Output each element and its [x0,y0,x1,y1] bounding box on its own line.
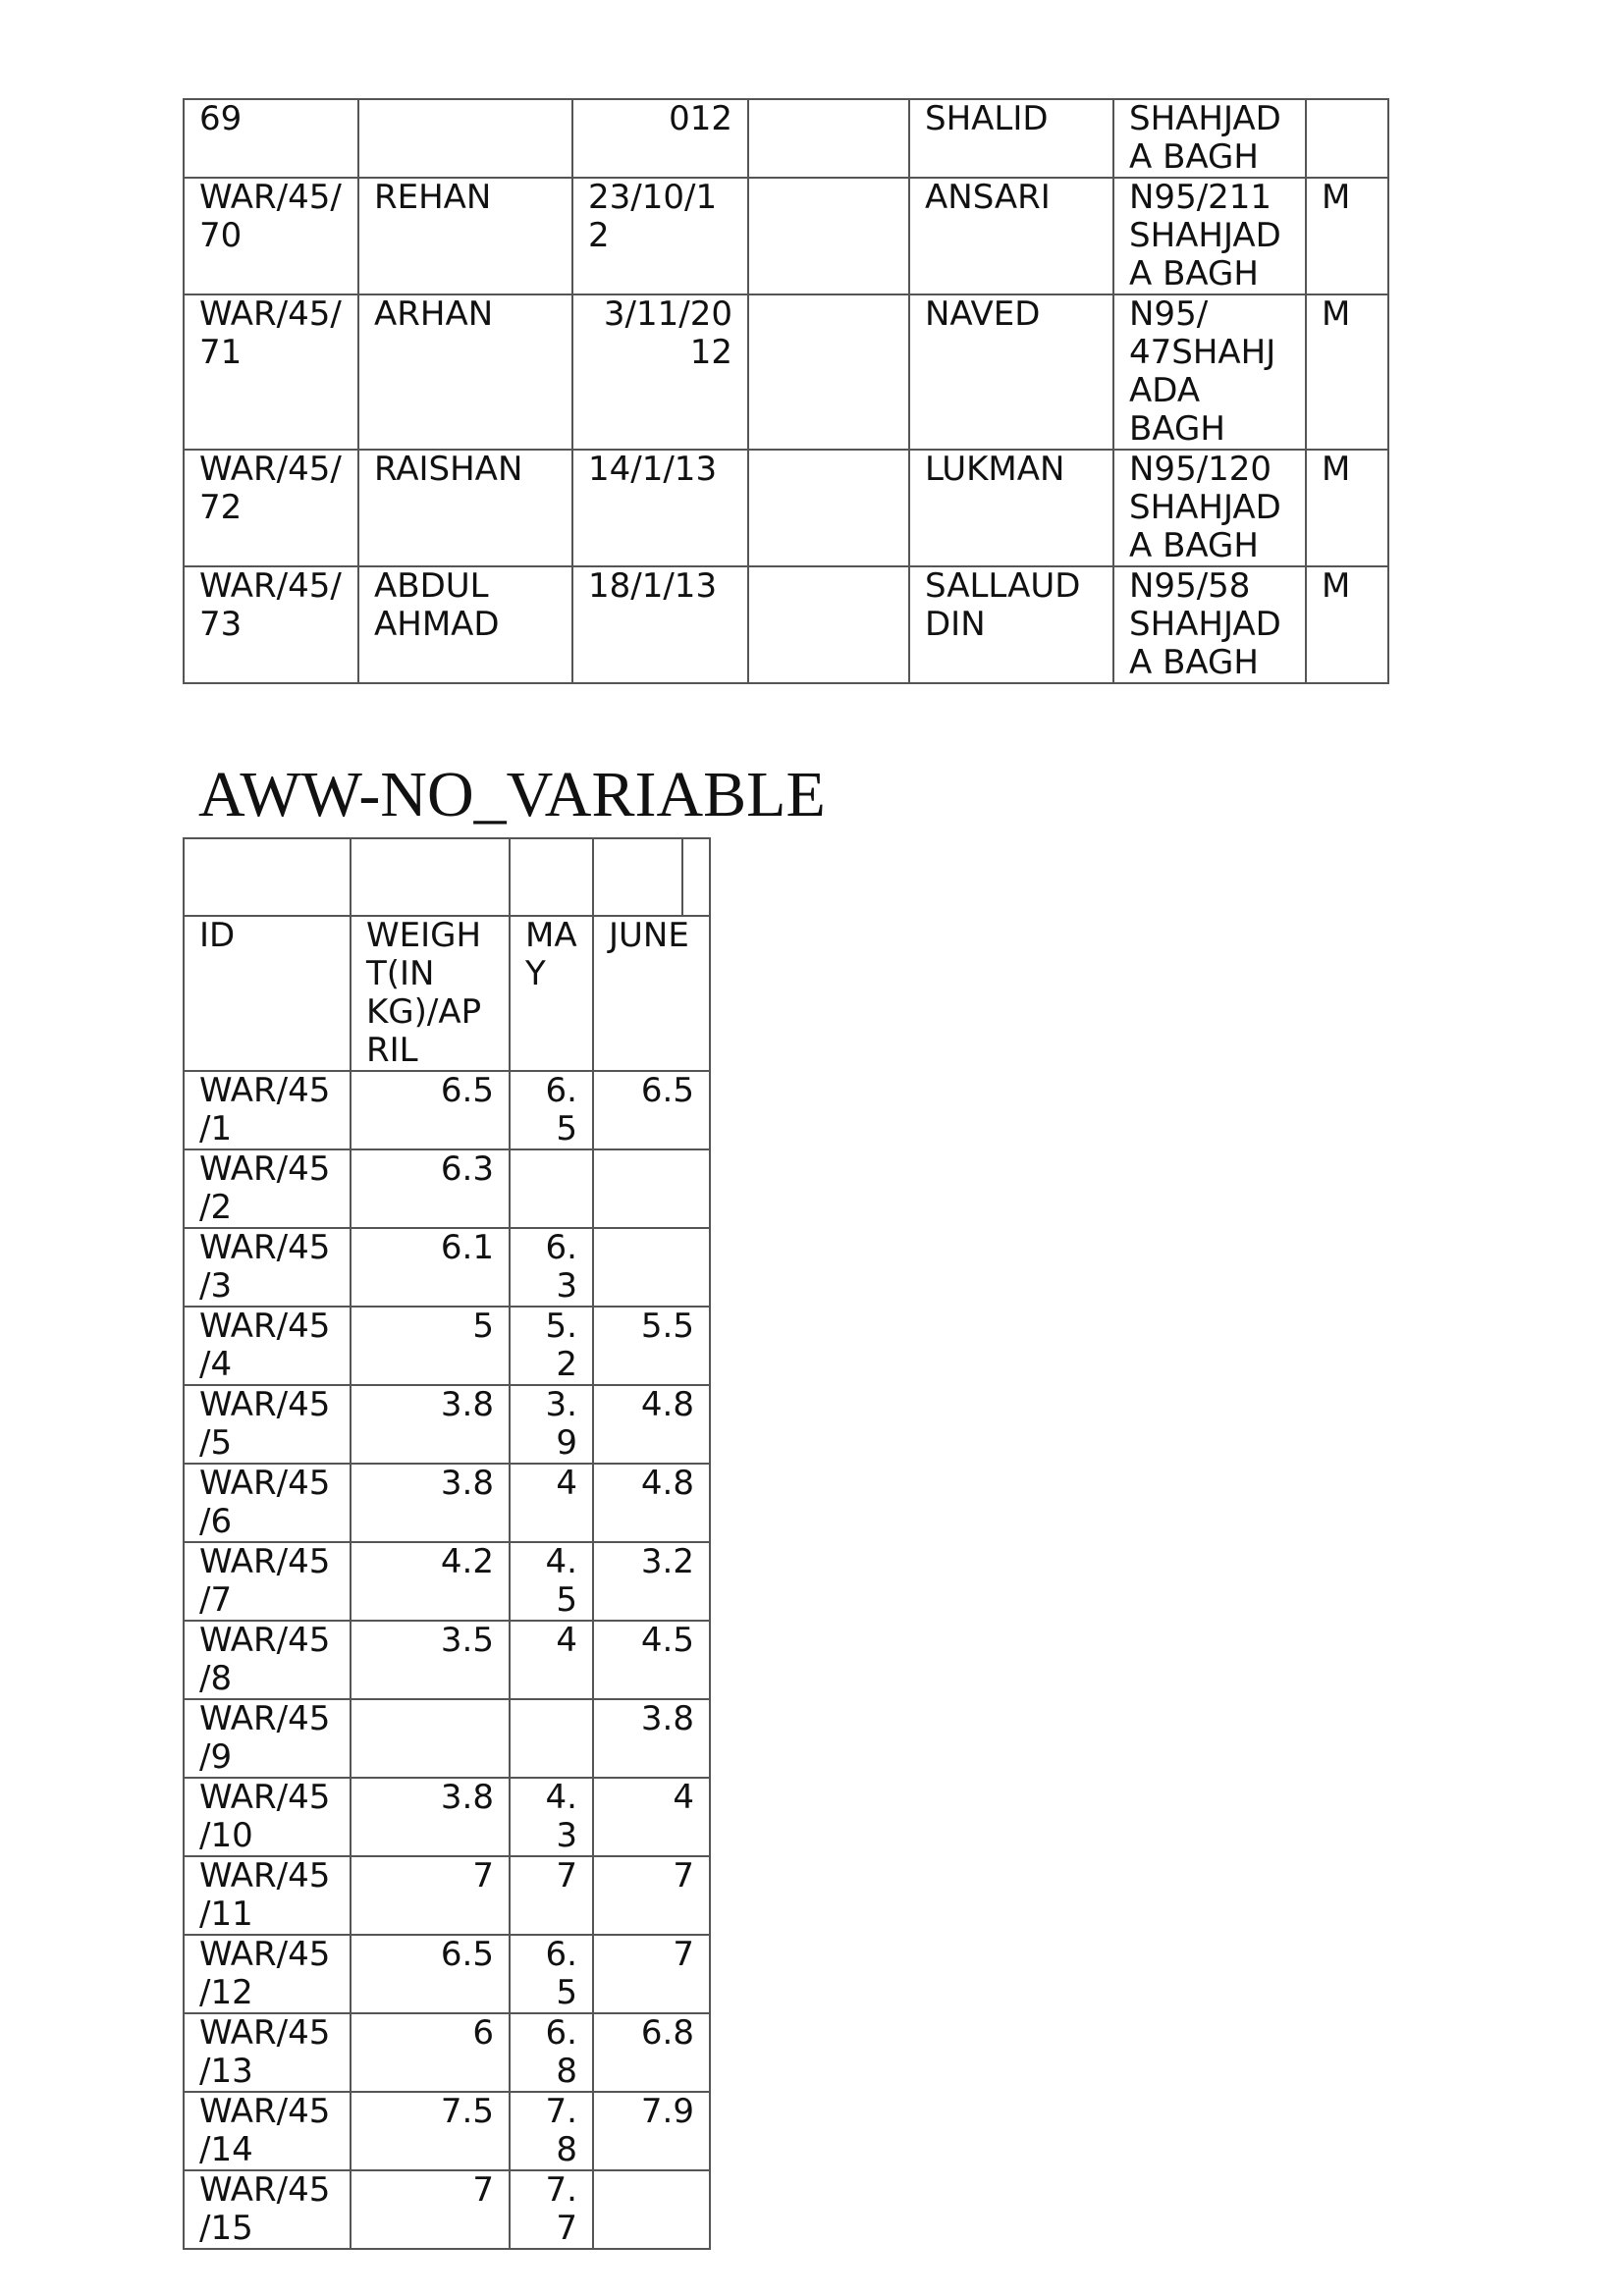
id-cell: WAR/45 /11 [184,1856,351,1935]
may-weight-cell [510,1699,593,1778]
sex-cell: M [1306,450,1388,566]
dob-cell: 18/1/13 [572,566,748,683]
june-weight-cell: 3.2 [593,1542,710,1621]
id-cell: WAR/45 /9 [184,1699,351,1778]
table-row [184,2013,710,2092]
june-weight-cell: 7 [593,1935,710,2013]
id-cell: WAR/45 /5 [184,1385,351,1464]
id-cell: WAR/45 /10 [184,1778,351,1856]
may-weight-cell [510,1149,593,1228]
address-cell: N95/58 SHAHJAD A BAGH [1113,566,1306,683]
id-cell: WAR/45 /2 [184,1149,351,1228]
may-weight-cell: 7.7 [510,2170,593,2249]
june-weight-cell: 4.8 [593,1464,710,1542]
sex-cell [1306,99,1388,178]
dob-cell: 14/1/13 [572,450,748,566]
child-name-cell: ARHAN [358,294,572,450]
april-weight-cell: 6.3 [351,1149,510,1228]
june-weight-cell: 6.8 [593,2013,710,2092]
blank-cell [748,294,909,450]
table-row [184,1856,710,1935]
may-weight-cell: 6.8 [510,2013,593,2092]
may-weight-cell: 6.3 [510,1228,593,1307]
may-column-header: MA Y [510,916,593,1071]
april-column-header: WEIGH T(IN KG)/AP RIL [351,916,510,1071]
blank-cell [748,99,909,178]
child-id-cell: WAR/45/ 71 [184,294,358,450]
empty-header-row [184,838,710,916]
table-row [184,1935,710,2013]
dob-cell: 23/10/1 2 [572,178,748,294]
id-cell: WAR/45 /3 [184,1228,351,1307]
id-cell: WAR/45 /4 [184,1307,351,1385]
dob-cell: 012 [572,99,748,178]
june-weight-cell: 7 [593,1856,710,1935]
empty-cell [351,838,510,916]
child-id-cell: 69 [184,99,358,178]
june-weight-cell: 7.9 [593,2092,710,2170]
header-row [184,916,710,1071]
father-name-cell: SALLAUD DIN [909,566,1113,683]
blank-cell [748,450,909,566]
april-weight-cell: 3.8 [351,1464,510,1542]
may-weight-cell: 4 [510,1621,593,1699]
address-cell: SHAHJAD A BAGH [1113,99,1306,178]
id-cell: WAR/45 /12 [184,1935,351,2013]
june-weight-cell: 4 [593,1778,710,1856]
table-row [184,294,1388,450]
id-cell: WAR/45 /1 [184,1071,351,1149]
weight-table [183,837,711,2250]
dob-cell: 3/11/20 12 [572,294,748,450]
june-weight-cell: 3.8 [593,1699,710,1778]
may-weight-cell: 7 [510,1856,593,1935]
sex-cell: M [1306,178,1388,294]
april-weight-cell: 4.2 [351,1542,510,1621]
may-weight-cell: 4.3 [510,1778,593,1856]
table-row [184,178,1388,294]
may-weight-cell: 5.2 [510,1307,593,1385]
registration-table [183,98,1389,684]
april-weight-cell: 5 [351,1307,510,1385]
child-name-cell: ABDUL AHMAD [358,566,572,683]
april-weight-cell: 3.8 [351,1385,510,1464]
june-weight-cell [593,2170,710,2249]
june-weight-cell: 4.5 [593,1621,710,1699]
id-cell: WAR/45 /14 [184,2092,351,2170]
id-cell: WAR/45 /6 [184,1464,351,1542]
june-column-header: JUNE [593,916,710,1071]
april-weight-cell: 7 [351,1856,510,1935]
table-row [184,99,1388,178]
id-cell: WAR/45 /13 [184,2013,351,2092]
child-id-cell: WAR/45/ 73 [184,566,358,683]
table-row [184,1149,710,1228]
child-name-cell: RAISHAN [358,450,572,566]
father-name-cell: NAVED [909,294,1113,450]
april-weight-cell: 6.5 [351,1935,510,2013]
june-weight-cell [593,1228,710,1307]
table-row [184,1778,710,1856]
id-cell: WAR/45 /8 [184,1621,351,1699]
sex-cell: M [1306,566,1388,683]
june-weight-cell: 6.5 [593,1071,710,1149]
blank-cell [748,566,909,683]
address-cell: N95/211 SHAHJAD A BAGH [1113,178,1306,294]
may-weight-cell: 7.8 [510,2092,593,2170]
may-weight-cell: 4 [510,1464,593,1542]
may-weight-cell: 6.5 [510,1935,593,2013]
sex-cell: M [1306,294,1388,450]
april-weight-cell: 7.5 [351,2092,510,2170]
table-row [184,1699,710,1778]
table-row [184,566,1388,683]
blank-cell [748,178,909,294]
april-weight-cell: 6.1 [351,1228,510,1307]
table-row [184,1385,710,1464]
child-id-cell: WAR/45/ 70 [184,178,358,294]
may-weight-cell: 4.5 [510,1542,593,1621]
table-row [184,1228,710,1307]
address-cell: N95/ 47SHAHJ ADA BAGH [1113,294,1306,450]
child-id-cell: WAR/45/ 72 [184,450,358,566]
empty-cell [593,838,710,916]
table-row [184,1307,710,1385]
father-name-cell: SHALID [909,99,1113,178]
table-row [184,1621,710,1699]
may-weight-cell: 3.9 [510,1385,593,1464]
empty-cell [184,838,351,916]
table-row [184,2170,710,2249]
table-row [184,1071,710,1149]
april-weight-cell [351,1699,510,1778]
april-weight-cell: 3.5 [351,1621,510,1699]
table-row [184,1542,710,1621]
father-name-cell: LUKMAN [909,450,1113,566]
june-weight-cell: 4.8 [593,1385,710,1464]
id-column-header: ID [184,916,351,1071]
cell-divider [681,839,683,915]
father-name-cell: ANSARI [909,178,1113,294]
id-cell: WAR/45 /7 [184,1542,351,1621]
april-weight-cell: 3.8 [351,1778,510,1856]
april-weight-cell: 6 [351,2013,510,2092]
june-weight-cell [593,1149,710,1228]
child-name-cell [358,99,572,178]
id-cell: WAR/45 /15 [184,2170,351,2249]
may-weight-cell: 6.5 [510,1071,593,1149]
section-title: AWW-NO_VARIABLE [198,759,826,830]
table-row [184,2092,710,2170]
table-row [184,1464,710,1542]
address-cell: N95/120 SHAHJAD A BAGH [1113,450,1306,566]
table-row [184,450,1388,566]
april-weight-cell: 7 [351,2170,510,2249]
child-name-cell: REHAN [358,178,572,294]
april-weight-cell: 6.5 [351,1071,510,1149]
june-weight-cell: 5.5 [593,1307,710,1385]
empty-cell [510,838,593,916]
